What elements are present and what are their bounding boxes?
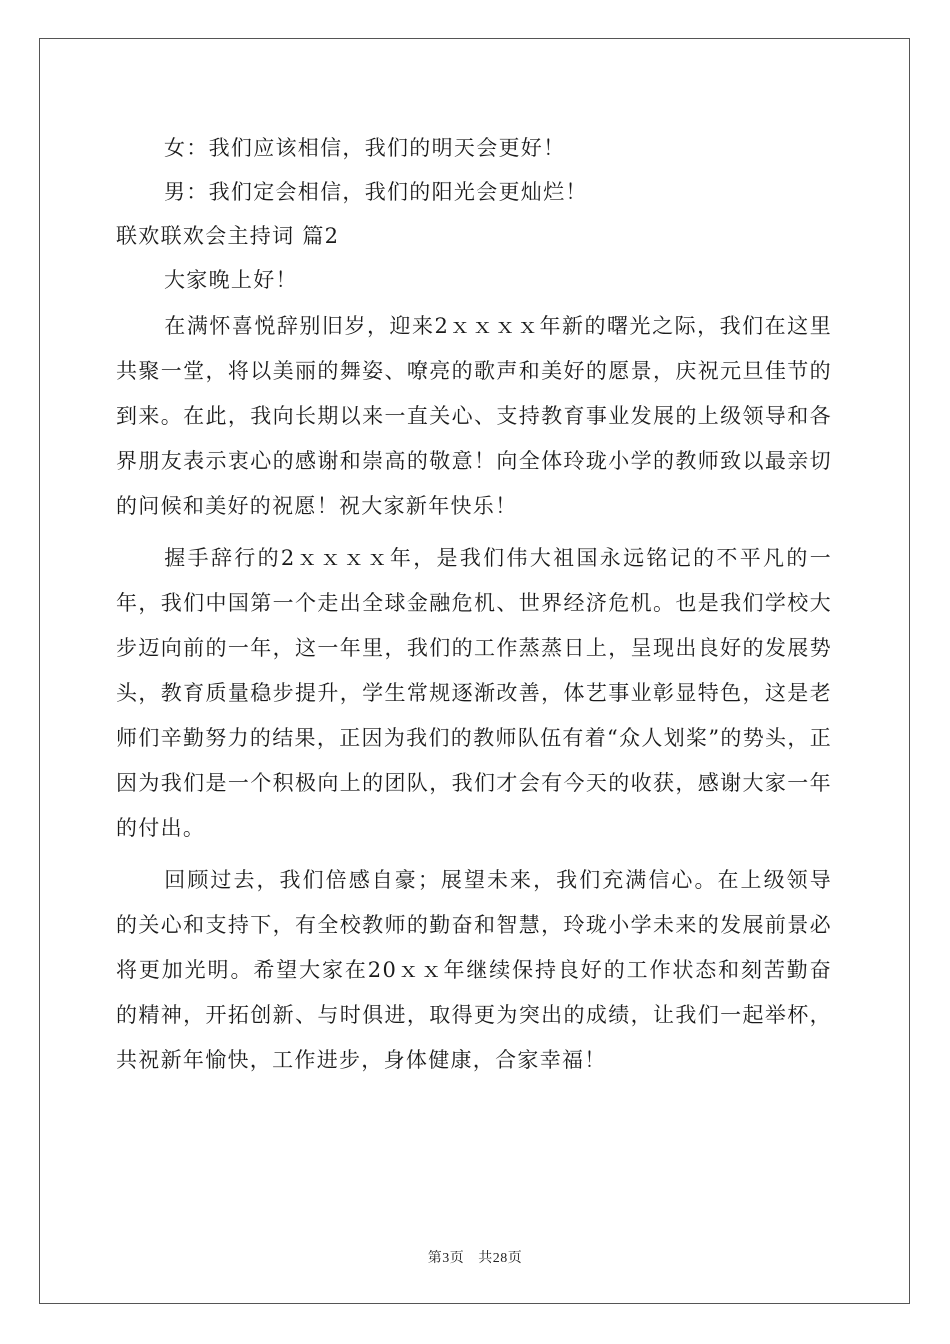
section-heading: 联欢联欢会主持词 篇2 (116, 224, 340, 248)
page-number-current: 第3页 (427, 1251, 465, 1266)
greeting-line: 大家晚上好！ (164, 268, 298, 292)
paragraph-2: 握手辞行的2ｘｘｘｘ年，是我们伟大祖国永远铭记的不平凡的一年，我们中国第一个走出全球金融危机、世界经济危机。也是我们学校大步迈向前的一年，这一年里，我们的工作蒸蒸日上，呈现出良好的发展势头，教育质量稳步提升，学生常规逐渐改善，体艺事业彰显特色，这是老师们辛勤努力的结果，正因为我们的教师队伍有着“众人划桨”的势头，正因为我们是一个积极向上的团队，我们才会有今天的收获，感谢大家一年的付出。 (116, 546, 832, 840)
paragraph-3: 回顾过去，我们倍感自豪；展望未来，我们充满信心。在上级领导的关心和支持下，有全校教师的勤奋和智慧，玲珑小学未来的发展前景必将更加光明。希望大家在20ｘｘ年继续保持良好的工作状态和刻苦勤奋的精神，开拓创新、与时俱进，取得更为突出的成绩，让我们一起举杯，共祝新年愉快，工作进步，身体健康，合家幸福！ (116, 868, 832, 1072)
dialogue-line-female: 女：我们应该相信，我们的明天会更好！ (164, 136, 566, 160)
paragraph-1: 在满怀喜悦辞别旧岁，迎来2ｘｘｘｘ年新的曙光之际，我们在这里共聚一堂，将以美丽的舞姿、嘹亮的歌声和美好的愿景，庆祝元旦佳节的到来。在此，我向长期以来一直关心、支持教育事业发展的上级领导和各界朋友表示衷心的感谢和崇高的敬意！向全体玲珑小学的教师致以最亲切的问候和美好的祝愿！祝大家新年快乐！ (116, 314, 832, 518)
document-body (116, 128, 832, 1083)
page-footer (0, 1247, 950, 1267)
page-number-total: 共28页 (478, 1251, 523, 1266)
dialogue-line-male: 男：我们定会相信，我们的阳光会更灿烂！ (164, 180, 588, 204)
